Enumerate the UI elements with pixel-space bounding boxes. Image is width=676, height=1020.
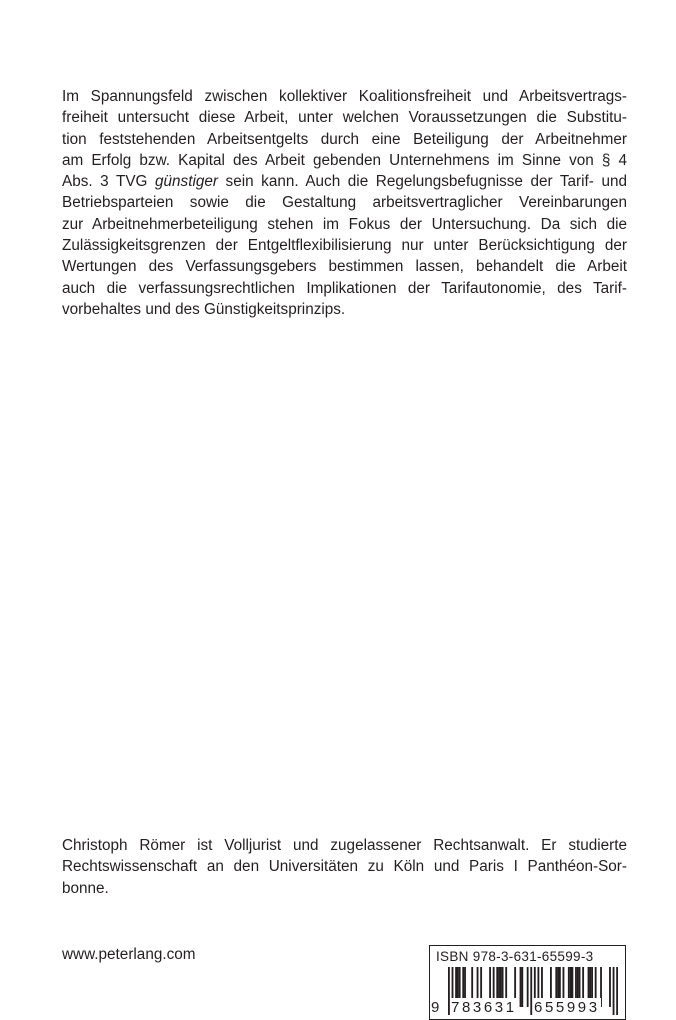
blurb-line: zur Arbeitnehmerbeteiligung stehen im Fokus der Untersuchung. Da sich die: [62, 215, 627, 233]
blurb-line: Wertungen des Verfassungsgebers bestimmen lassen, behandelt die Arbeit: [62, 258, 627, 276]
blurb-line: [62, 171, 627, 192]
bio-line: Christoph Römer ist Volljurist und zugelassener Rechtsanwalt. Er studierte: [62, 837, 627, 854]
blurb-line: Zulässigkeitsgrenzen der Entgeltflexibilisierung nur unter Berücksichtigung der: [62, 237, 627, 255]
blurb-line5-before: Abs. 3 TVG: [62, 173, 156, 191]
blurb-line: freiheit untersucht diese Arbeit, unter welchen Voraussetzungen die Substitu-: [62, 109, 627, 127]
author-bio: [62, 835, 627, 899]
barcode-digit-first: 9: [431, 999, 440, 1016]
barcode-box: [429, 945, 626, 1020]
barcode-digit-group1: 783631: [451, 999, 517, 1016]
blurb-line5-after: sein kann. Auch die Regelungsbefugnisse der Tarif- und: [217, 173, 627, 191]
blurb-line: auch die verfassungsrechtlichen Implikationen der Tarifautonomie, des Tarif-: [62, 279, 627, 297]
blurb-line: tion feststehenden Arbeitsentgelts durch eine Beteiligung der Arbeitnehmer: [62, 130, 627, 148]
barcode-digit-group2: 655993: [534, 999, 600, 1016]
blurb-emphasis: günstiger: [155, 173, 218, 191]
isbn-label: ISBN 978-3-631-65599-3: [436, 949, 594, 964]
blurb-line: Im Spannungsfeld zwischen kollektiver Koalitionsfreiheit und Arbeitsvertrags-: [62, 88, 627, 105]
publisher-url[interactable]: www.peterlang.com: [62, 946, 196, 963]
blurb-line: am Erfolg bzw. Kapital des Arbeit gebenden Unternehmens im Sinne von § 4: [62, 151, 627, 169]
blurb-text: [62, 86, 627, 320]
bio-line: Rechtswissenschaft an den Universitäten zu Köln und Paris I Panthéon-Sor-: [62, 858, 627, 876]
blurb-line: vorbehaltes und des Günstigkeitsprinzips.: [62, 300, 346, 318]
barcode-digits: [430, 998, 625, 1020]
bio-line: bonne.: [62, 879, 109, 897]
blurb-line: Betriebsparteien sowie die Gestaltung arbeitsvertraglicher Vereinbarungen: [62, 194, 627, 212]
